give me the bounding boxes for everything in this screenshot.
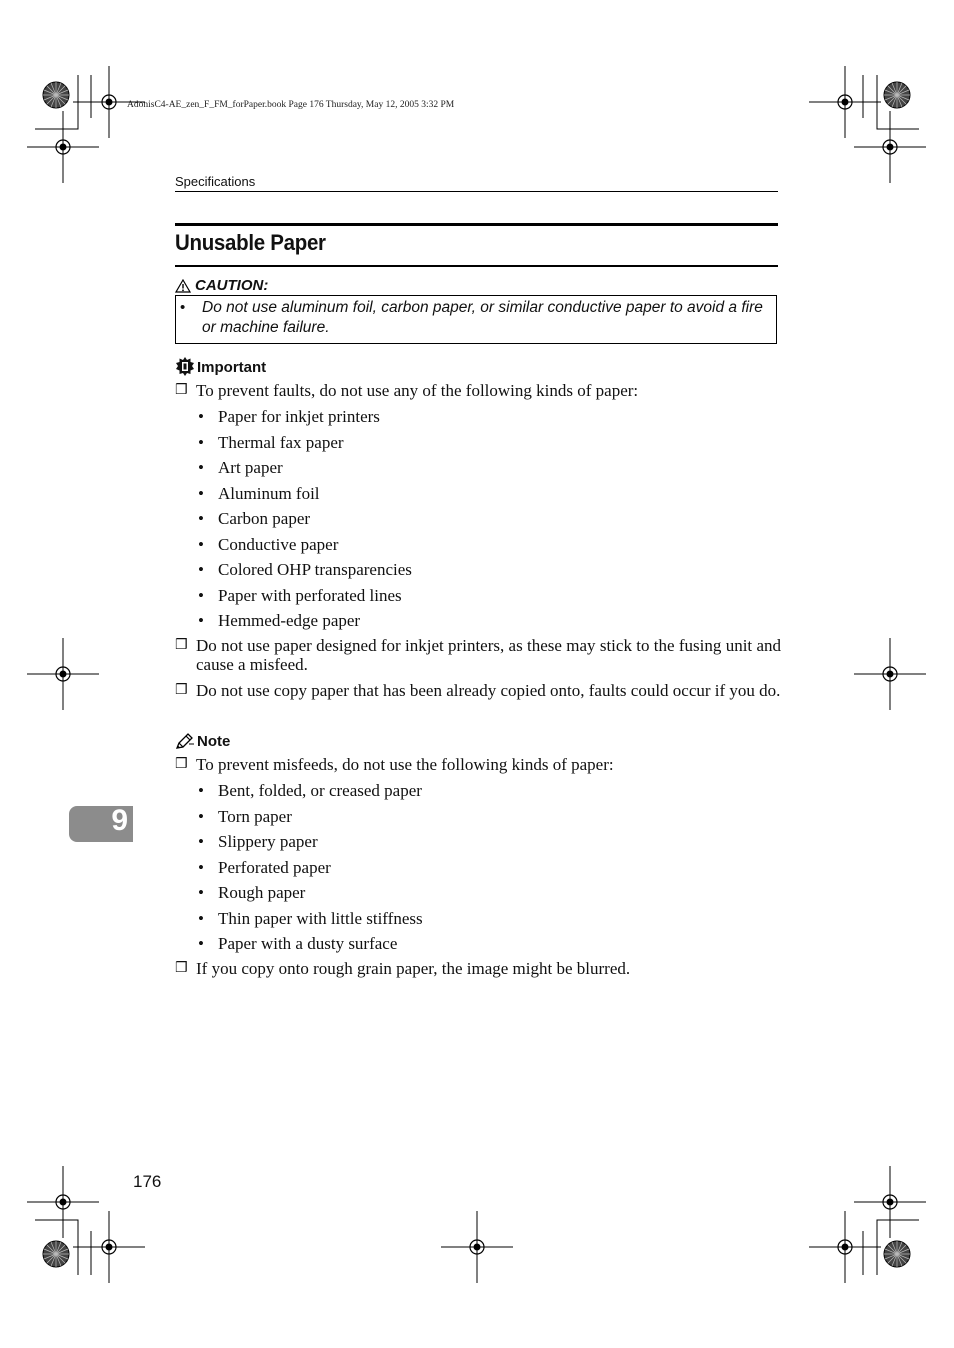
pencil-note-icon bbox=[175, 732, 195, 750]
bullet-icon: • bbox=[198, 934, 204, 953]
running-header: Specifications bbox=[175, 174, 256, 189]
important-intro-item bbox=[175, 381, 781, 400]
caution-label: CAUTION: bbox=[195, 277, 269, 294]
bullet-icon: • bbox=[198, 781, 204, 800]
list-item: • Rough paper bbox=[198, 883, 306, 902]
list-item: • Bent, folded, or creased paper bbox=[198, 781, 422, 800]
warning-icon bbox=[175, 279, 191, 293]
list-item: • Conductive paper bbox=[198, 534, 339, 554]
print-header: AdonisC4-AE_zen_F_FM_forPaper.book Page 176 Thursday, May 12, 2005 3:32 PM bbox=[127, 100, 455, 110]
caution-heading bbox=[175, 277, 268, 294]
checkbox-square-icon: ❒ bbox=[175, 756, 188, 772]
checkbox-square-icon: ❒ bbox=[175, 960, 188, 976]
bullet-icon: • bbox=[198, 483, 204, 503]
list-item: • Paper for inkjet printers bbox=[198, 407, 380, 426]
list-item: • Perforated paper bbox=[198, 857, 331, 877]
important-icon bbox=[175, 357, 195, 377]
bullet-icon: • bbox=[198, 534, 204, 554]
bullet-icon: • bbox=[198, 432, 204, 452]
list-item: • Colored OHP transparencies bbox=[198, 560, 412, 579]
chapter-tab bbox=[69, 806, 133, 842]
bullet-icon: • bbox=[180, 299, 186, 316]
important-heading bbox=[175, 357, 266, 377]
important-item-text: Do not use copy paper that has been already copied onto, faults could occur if you do. bbox=[196, 681, 781, 700]
list-item: • Torn paper bbox=[198, 806, 292, 826]
list-item: • Paper with perforated lines bbox=[198, 585, 402, 605]
list-item: • Slippery paper bbox=[198, 832, 318, 851]
bullet-icon: • bbox=[198, 458, 204, 477]
bullet-icon: • bbox=[198, 832, 204, 851]
important-item-copied bbox=[175, 681, 781, 700]
list-item: • Hemmed-edge paper bbox=[198, 611, 361, 630]
bullet-icon: • bbox=[198, 883, 204, 902]
note-item-rough-grain bbox=[175, 959, 781, 978]
list-item: • Aluminum foil bbox=[198, 483, 320, 503]
note-item-text: If you copy onto rough grain paper, the image might be blurred. bbox=[196, 959, 631, 978]
note-heading bbox=[175, 732, 230, 750]
header-rule bbox=[175, 191, 778, 192]
chapter-number: 9 bbox=[111, 804, 128, 837]
bullet-icon: • bbox=[198, 806, 204, 826]
bullet-icon: • bbox=[198, 585, 204, 605]
important-paper-list bbox=[198, 407, 412, 637]
caution-box bbox=[175, 295, 777, 344]
list-item: • Carbon paper bbox=[198, 509, 311, 528]
note-paper-list bbox=[198, 781, 423, 960]
important-intro: To prevent faults, do not use any of the following kinds of paper: bbox=[196, 381, 639, 400]
bullet-icon: • bbox=[198, 407, 204, 426]
important-label: Important bbox=[197, 358, 267, 376]
note-intro-item bbox=[175, 755, 781, 774]
title-rule-top bbox=[175, 223, 778, 226]
list-item: • Paper with a dusty surface bbox=[198, 934, 398, 953]
note-intro: To prevent misfeeds, do not use the following kinds of paper: bbox=[196, 755, 614, 774]
important-item-inkjet bbox=[175, 636, 781, 674]
list-item: • Art paper bbox=[198, 458, 283, 477]
note-label: Note bbox=[197, 732, 231, 750]
checkbox-square-icon: ❒ bbox=[175, 682, 188, 698]
important-item-text: Do not use paper designed for inkjet printers, as these may stick to the fusing unit and cause a misfeed. bbox=[196, 636, 781, 674]
checkbox-square-icon: ❒ bbox=[175, 382, 188, 398]
list-item: • Thermal fax paper bbox=[198, 432, 344, 452]
caution-text: Do not use aluminum foil, carbon paper, or similar conductive paper to avoid a fire or machine failure. bbox=[202, 299, 763, 336]
page-number: 176 bbox=[133, 1172, 162, 1191]
bullet-icon: • bbox=[198, 908, 204, 928]
list-item: • Thin paper with little stiffness bbox=[198, 908, 423, 928]
bullet-icon: • bbox=[198, 611, 204, 630]
bullet-icon: • bbox=[198, 857, 204, 877]
title-rule-bottom bbox=[175, 265, 778, 267]
bullet-icon: • bbox=[198, 560, 204, 579]
page-title: Unusable Paper bbox=[175, 230, 326, 255]
bullet-icon: • bbox=[198, 509, 204, 528]
checkbox-square-icon: ❒ bbox=[175, 637, 188, 653]
